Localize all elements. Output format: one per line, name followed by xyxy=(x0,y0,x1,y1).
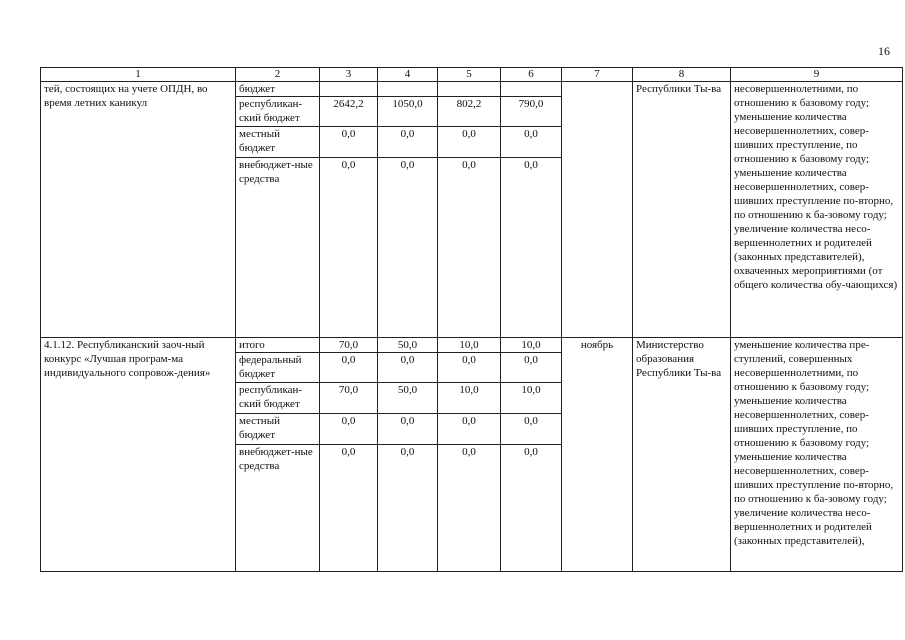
column-number-row xyxy=(41,68,903,82)
table-row xyxy=(41,338,903,353)
activity-name: тей, состоящих на учете ОПДН, во время летних каникул xyxy=(41,82,236,338)
column-header: 2 xyxy=(236,68,320,82)
amount-year-2: 0,0 xyxy=(438,445,501,572)
column-header: 3 xyxy=(320,68,378,82)
funding-source: местный бюджет xyxy=(236,414,320,445)
amount-year-3: 790,0 xyxy=(501,97,562,127)
amount-total: 0,0 xyxy=(320,127,378,158)
funding-source: внебюджет-ные средства xyxy=(236,158,320,338)
funding-source: республикан-ский бюджет xyxy=(236,97,320,127)
amount-year-2: 0,0 xyxy=(438,353,501,383)
amount-year-1: 0,0 xyxy=(378,158,438,338)
amount-year-2 xyxy=(438,82,501,97)
deadline: ноябрь xyxy=(562,338,633,572)
funding-source: местный бюджет xyxy=(236,127,320,158)
amount-year-2: 0,0 xyxy=(438,127,501,158)
responsible-executor: Республики Ты-ва xyxy=(633,82,731,338)
amount-total: 70,0 xyxy=(320,383,378,414)
amount-year-3: 0,0 xyxy=(501,445,562,572)
funding-source: внебюджет-ные средства xyxy=(236,445,320,572)
column-header: 1 xyxy=(41,68,236,82)
amount-year-1: 0,0 xyxy=(378,414,438,445)
activity-name: 4.1.12. Республиканский заоч-ный конкурс «Лучшая програм-ма индивидуального сопровож-дения» xyxy=(41,338,236,572)
amount-total: 0,0 xyxy=(320,353,378,383)
column-header: 6 xyxy=(501,68,562,82)
column-header: 7 xyxy=(562,68,633,82)
responsible-executor: Министерство образования Республики Ты-ва xyxy=(633,338,731,572)
amount-year-2: 802,2 xyxy=(438,97,501,127)
amount-total: 2642,2 xyxy=(320,97,378,127)
column-header: 4 xyxy=(378,68,438,82)
program-table xyxy=(40,67,903,572)
column-header: 9 xyxy=(731,68,903,82)
amount-year-3: 0,0 xyxy=(501,158,562,338)
funding-source: республикан-ский бюджет xyxy=(236,383,320,414)
amount-year-2: 10,0 xyxy=(438,383,501,414)
amount-total xyxy=(320,82,378,97)
amount-year-2: 10,0 xyxy=(438,338,501,353)
amount-year-1: 0,0 xyxy=(378,127,438,158)
amount-year-3 xyxy=(501,82,562,97)
deadline xyxy=(562,82,633,338)
amount-year-3: 0,0 xyxy=(501,353,562,383)
table-row xyxy=(41,82,903,97)
amount-year-3: 10,0 xyxy=(501,338,562,353)
amount-year-1: 50,0 xyxy=(378,383,438,414)
column-header: 5 xyxy=(438,68,501,82)
page-number: 16 xyxy=(878,44,890,58)
amount-year-1: 1050,0 xyxy=(378,97,438,127)
funding-source: федеральный бюджет xyxy=(236,353,320,383)
amount-total: 0,0 xyxy=(320,158,378,338)
expected-results: уменьшение количества пре-ступлений, совершенных несовершеннолетними, по отношению к базовому году; уменьшение количества несовершеннолетних, совер-шивших преступление, по отношению к базовому году; уменьшение количества несовершеннолетних, совер-шивших преступление по-вторно, по отношению к ба-зовому году; увеличение количества несо-вершеннолетних и родителей (законных представителей), xyxy=(731,338,903,572)
amount-year-2: 0,0 xyxy=(438,158,501,338)
amount-total: 0,0 xyxy=(320,445,378,572)
amount-year-1: 0,0 xyxy=(378,445,438,572)
funding-source: бюджет xyxy=(236,82,320,97)
amount-total: 70,0 xyxy=(320,338,378,353)
amount-year-3: 10,0 xyxy=(501,383,562,414)
amount-total: 0,0 xyxy=(320,414,378,445)
amount-year-1: 50,0 xyxy=(378,338,438,353)
funding-source: итого xyxy=(236,338,320,353)
amount-year-3: 0,0 xyxy=(501,127,562,158)
amount-year-2: 0,0 xyxy=(438,414,501,445)
amount-year-3: 0,0 xyxy=(501,414,562,445)
amount-year-1: 0,0 xyxy=(378,353,438,383)
expected-results: несовершеннолетними, по отношению к базовому году; уменьшение количества несовершеннолетних, совер-шивших преступление, по отношению к базовому году; уменьшение количества несовершеннолетних, совер-шивших преступление по-вторно, по отношению к ба-зовому году; увеличение количества несо-вершеннолетних и родителей (законных представителей), охваченных мероприятиями (от общего количества обу-чающихся) xyxy=(731,82,903,338)
amount-year-1 xyxy=(378,82,438,97)
column-header: 8 xyxy=(633,68,731,82)
